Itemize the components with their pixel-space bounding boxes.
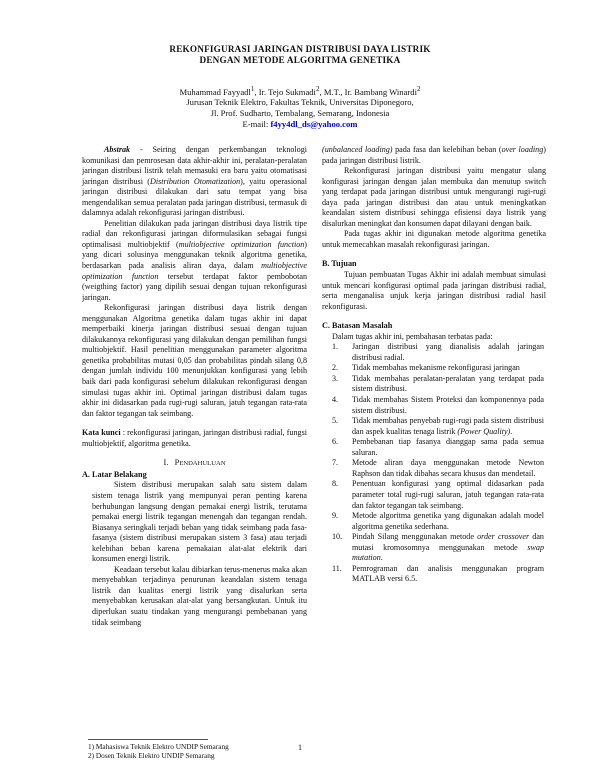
email-link[interactable]: f4yy4dl_ds@yahoo.com [270, 118, 358, 129]
footnotes [88, 742, 229, 761]
list-item: 10. Pindah Silang menggunakan metode order crossover dan mutasi kromosomnya menggunakan metode swap mutation. [332, 532, 544, 563]
subsection-tujuan: B. Tujuan [322, 259, 357, 269]
list-item: 7. Metode aliran daya menggunakan metode Newton Raphson dan tidak dibahas secara khusus dan mendetail. [332, 458, 544, 478]
abstract-paragraph-3: Rekonfigurasi jaringan distribusi daya listrik dengan menggunakan Algoritma genetika dalam tugas akhir ini dapat memperbaiki kinerja jaringan distribusi sesuai dengan tujuan dilakukannya rekonfigurasi yang dilakukan dengan pemilihan fungsi multiobjektif. Hasil penelitian menggunakan parameter algoritma genetika probabilitas mutasi 0,05 dan probabilitas pindah silang 0,8 dengan jumlah individu 100 menunjukkan konfigurasi yang lebih baik dari pada konfigurasi sebelum dilakukan rekonfigurasi dengan simulasi tugas akhir ini. Optimal jaringan distribusi dalam tugas akhir ini didasarkan pada rugi-rugi saluran, jatuh tegangan rata-rata dan faktor tegangan tak seimbang. [82, 303, 307, 418]
list-item: 8. Penentuan konfigurasi yang optimal didasarkan pada parameter total rugi-rugi saluran, jatuh tegangan rata-rata dan faktor tegangan tak seimbang. [332, 479, 544, 510]
subsection-batasan-masalah: C. Batasan Masalah [322, 321, 393, 331]
intro-paragraph-2: Keadaan tersebut kalau dibiarkan terus-menerus maka akan menyebabkan terjadinya penurunan keandalan sistem tenaga listrik dan kualitas energi listrik yang disalurkan serta menyebabkan kerusakan alat-alat yang bersangkutan. Untuk itu diperlukan suatu tindakan yang mengurangi pembebanan yang tidak seimbang [92, 564, 307, 627]
list-item: 1. Jaringan distribusi yang dianalisis adalah jaringan distribusi radial. [332, 342, 544, 362]
author-2-affil: 2 [315, 85, 320, 93]
rekonfigurasi-paragraph: Rekonfigurasi jaringan distribusi yaitu mengatur ulang konfigurasi jaringan dengan jalan membuka dan menutup switch yang terdapat pada jaringan distribusi untuk mengurangi rugi-rugi daya pada jaringan distribusi dan atau untuk meningkatkan keandalan sistem distribusi sehingga efisiensi daya listrik yang disalurkan meningkat dan konsumen dapat dilayani dengan baik. [322, 166, 546, 228]
page-number: 1 [298, 743, 302, 752]
intro-paragraph-1: Sistem distribusi merupakan salah satu sistem dalam sistem tenaga listrik yang mempunyai peran penting karena berhubungan langsung dengan pemakai energi listrik, terutama pemakai energi listrik tegangan menengah dan tegangan rendah. Biasanya seringkali terjadi beban yang tidak seimbang pada fasa-fasanya (sistem distribusi merupakan sistem 3 fasa) atau terjadi kelebihan beban karena pemakaian alat-alat elektrik dari konsumen energi listrik. [92, 480, 307, 564]
title-line-1: REKONFIGURASI JARINGAN DISTRIBUSI DAYA LISTRIK [169, 44, 431, 54]
list-item: 4. Tidak membahas Sistem Proteksi dan komponennya pada sistem distribusi. [332, 395, 544, 415]
author-1: Muhammad Fayyadl [179, 86, 251, 97]
right-column [322, 145, 546, 585]
batasan-list [322, 342, 546, 585]
list-item: 3. Tidak membahas peralatan-peralatan yang terdapat pada sistem distribusi. [332, 373, 544, 394]
footnote-rule [88, 739, 208, 740]
footnote-2: 2) Dosen Teknik Elektro UNDIP Semarang [88, 751, 215, 761]
keywords-label: Kata kunci [82, 428, 121, 438]
abstract-paragraph-2: Penelitian dilakukan pada jaringan distribusi daya listrik tipe radial dan rekonfigurasi jaringan diformulasikan sebagai fungsi optimalisasi multiobjektif (multiobjective optimization function) yang dicari solusinya menggunakan teknik algoritma genetika, berdasarkan pada analisis aliran daya, dalam multiobjective optimization function tersebut terdapat faktor pembobotan (weigthing factor) yang dipilih sesuai dengan tujuan rekonfigurasi jaringan. [82, 218, 307, 302]
paper-title [80, 44, 520, 66]
section-heading-pendahuluan: I. PENDAHULUAN [163, 458, 226, 468]
continued-paragraph: (unbalanced loading) pada fasa dan kelebihan beban (over loading) pada jaringan distribusi listrik. [322, 145, 546, 165]
author-2: Ir. Tejo Sukmadi [258, 86, 316, 97]
author-1-affil: 1 [250, 85, 255, 93]
metode-paragraph: Pada tugas akhir ini digunakan metode algoritma genetika untuk memecahkan masalah rekonfigurasi jaringan. [322, 229, 546, 249]
list-item: 2. Tidak membahas mekanisme rekonfigurasi jaringan [332, 363, 520, 373]
footnote-1: 1) Mahasiswa Teknik Elektro UNDIP Semarang [88, 742, 229, 751]
left-column [82, 145, 307, 628]
author-3: , M.T., Ir. Bambang Winardi [319, 86, 417, 97]
list-item: 11. Pemrograman dan analisis menggunakan program MATLAB versi 6.5. [332, 563, 544, 584]
subsection-latar-belakang: A. Latar Belakang [82, 469, 147, 479]
list-item: 9. Metode algoritma genetika yang digunakan adalah model algoritma genetika sederhana. [332, 511, 544, 531]
email-label: E-mail: [242, 118, 271, 129]
list-item: 6. Pembebanan tiap fasanya dianggap sama pada semua saluran. [332, 437, 544, 457]
keywords: Kata kunci : rekonfigurasi jaringan, jaringan distribusi radial, fungsi multiobjektif, algoritma genetika. [82, 428, 307, 448]
list-item: 5. Tidak membahas penyebab rugi-rugi pada sistem distribusi dan aspek kualitas tenaga listrik (Power Quality). [332, 416, 544, 436]
author-names: Muhammad Fayyadl$^1$, Ir. Tejo Sukmadi$^2$, M.T., Ir. Bambang Winardi$^2$ [179, 85, 421, 97]
batasan-intro: Dalam tugas akhir ini, pembahasan terbatas pada: [332, 331, 493, 341]
abstract-paragraph-1: Abstrak - Seiring dengan perkembangan teknologi komunikasi dan pemrosesan data akhir-akhir ini, peralatan-peralatan jaringan distribusi listrik telah memasuki era baru yaitu otomatisasi jaringan distribusi (Distribution Otomatization), yaitu operasional jaringan distribusi dilakukan dari satu tempat yang bisa mengendalikan semua peralatan pada jaringan distribusi, termasuk di dalamnya adalah rekonfigurasi jaringan distribusi. [82, 145, 307, 218]
email-line [80, 119, 520, 130]
author-3-affil: 2 [416, 85, 421, 93]
address: Jl. Prof. Sudharto, Tembalang, Semarang, Indonesia [210, 108, 390, 119]
abstract-label: Abstrak [104, 145, 131, 154]
author-block [80, 84, 520, 129]
affiliation: Jurusan Teknik Elektro, Fakultas Teknik, Universitas Diponegoro, [186, 97, 414, 108]
title-line-2: DENGAN METODE ALGORITMA GENETIKA [199, 55, 401, 65]
tujuan-paragraph: Tujuan pembuatan Tugas Akhir ini adalah membuat simulasi untuk mencari konfigurasi optimal pada jaringan distribusi radial, serta menganalisa unjuk kerja jaringan distribusi radial hasil rekonfigurasi. [322, 270, 546, 311]
